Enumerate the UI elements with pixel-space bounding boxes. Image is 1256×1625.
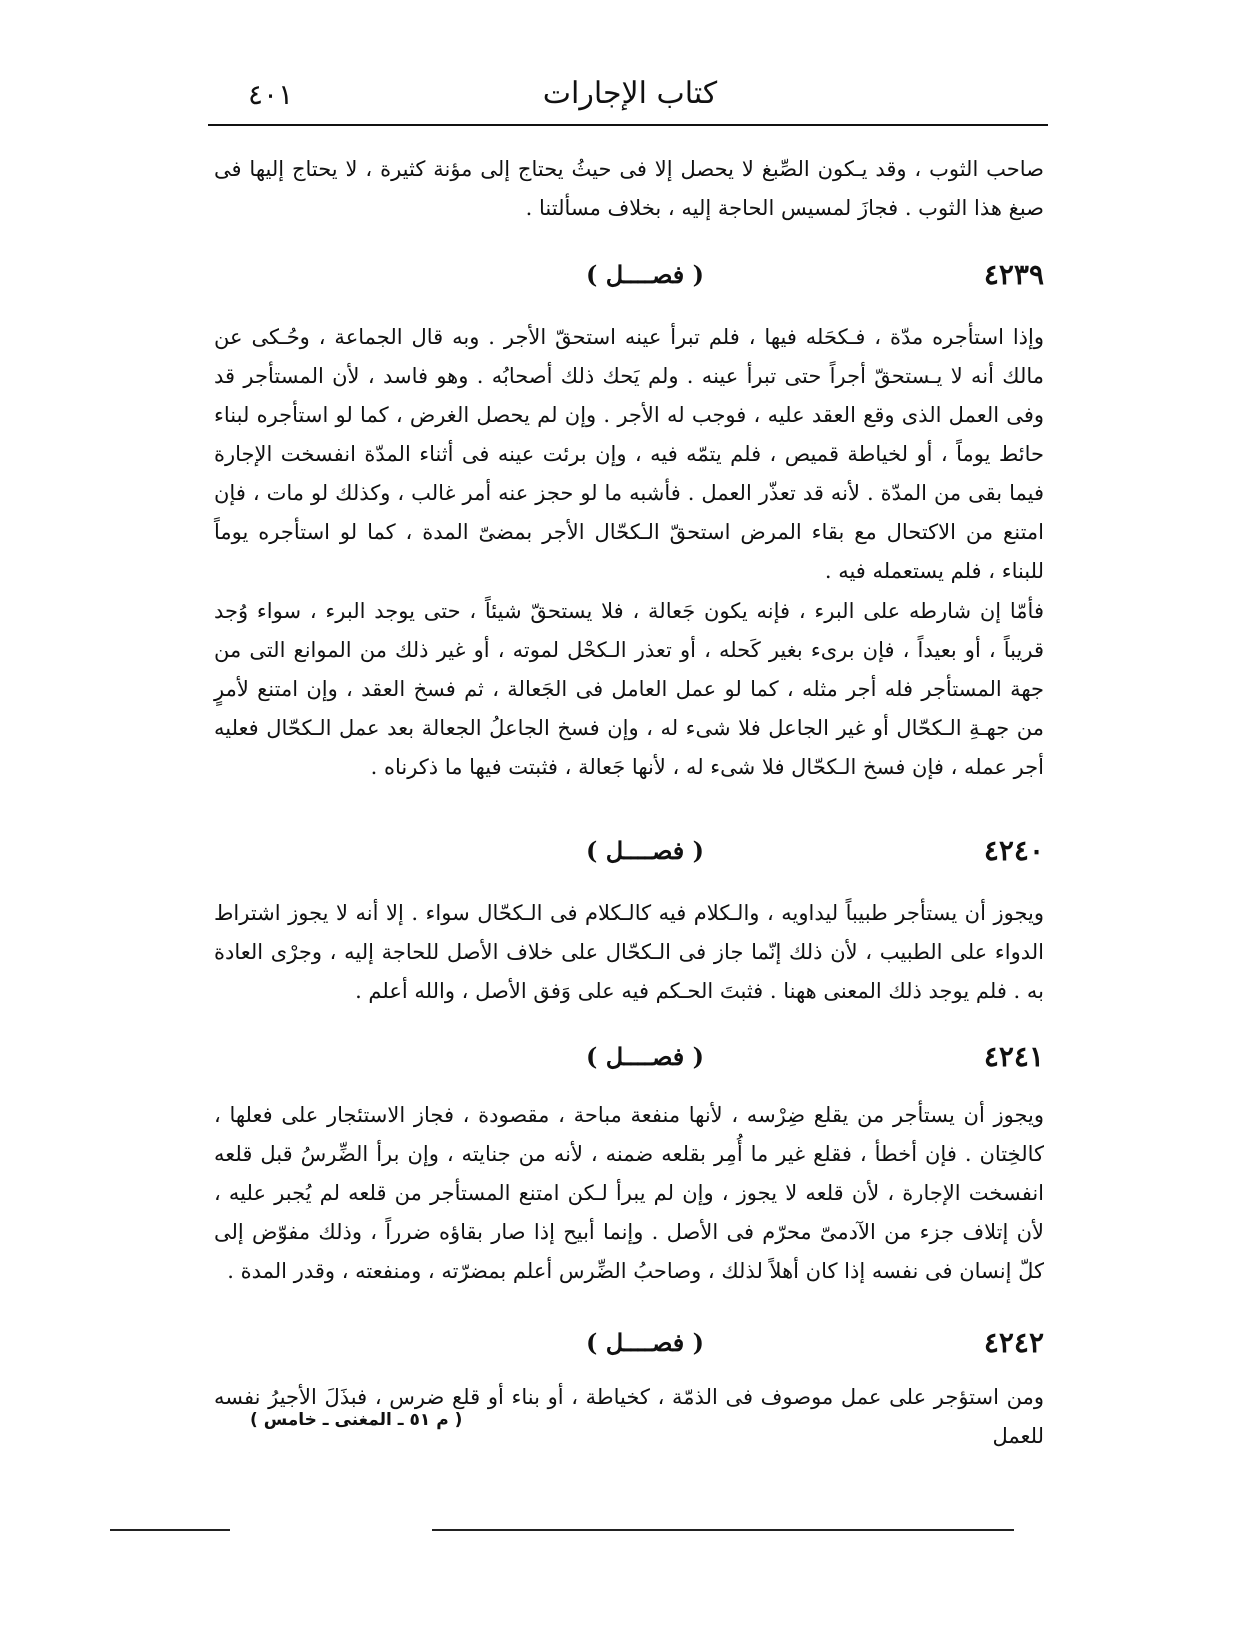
section-number: ٤٢٤١	[983, 1040, 1044, 1073]
section-heading	[214, 1040, 1044, 1080]
paragraph: ويجوز أن يستأجر طبيباً ليداويه ، والـكلام فيه كالـكلام فى الـكحّال سواء . إلا أنه لا يجوز اشتراط الدواء على الطبيب ، لأن ذلك إنّما جاز فى الـكحّال على خلاف الأصل للحاجة إليه ، وجرْى العادة به . فلم يوجد ذلك المعنى ههنا . فثبتَ الحـكم فيه على وَفق الأصل ، والله أعلم .	[214, 901, 1044, 1003]
paragraph: ومن استؤجر على عمل موصوف فى الذمّة ، كخياطة ، أو بناء أو قلع ضرس ، فبذَلَ الأجيرُ نفسه للعمل	[214, 1385, 1044, 1448]
paragraph: وإذا استأجره مدّة ، فـكحَله فيها ، فلم تبرأ عينه استحقّ الأجر . وبه قال الجماعة ، وحُـكى عن مالك أنه لا يـستحقّ أجراً حتى تبرأ عينه . ولم يَحك ذلك أصحابُه . وهو فاسد ، لأن المستأجر قد وفى العمل الذى وقع العقد عليه ، فوجب له الأجر . وإن لم يحصل الغرض ، كما لو استأجره لبناء حائط يوماً ، أو لخياطة قميص ، فلم يتمّه فيه ، وإن برئت عينه فى أثناء المدّة انفسخت الإجارة فيما بقى من المدّة . لأنه قد تعذّر العمل . فأشبه ما لو حجز عنه أمر غالب ، وكذلك لو مات ، فإن امتنع من الاكتحال مع بقاء المرض استحقّ الـكحّال الأجر بمضىّ المدة ، كما لو استأجره يوماً للبناء ، فلم يستعمله فيه .	[214, 325, 1045, 583]
signature-footnote: ( م ٥١ ـ المغنى ـ خامس )	[250, 1410, 463, 1430]
section-number: ٤٢٤٢	[983, 1326, 1044, 1359]
section-heading	[214, 1326, 1044, 1366]
header-rule	[208, 124, 1048, 126]
header-title: كتاب الإجارات	[542, 76, 718, 111]
paragraph: صاحب الثوب ، وقد يـكون الصِّبغ لا يحصل إلا فى حيثُ يحتاج إلى مؤنة كثيرة ، لا يحتاج إليها فى صبغ هذا الثوب . فجازَ لمسيس الحاجة إليه ، بخلاف مسألتنا .	[214, 157, 1044, 220]
running-header	[208, 64, 1052, 124]
bottom-rule	[432, 1529, 1014, 1531]
section-number: ٤٢٣٩	[983, 258, 1044, 291]
section-label: ( فصــــل )	[585, 836, 704, 865]
section-number: ٤٢٤٠	[983, 834, 1044, 867]
paragraph: ويجوز أن يستأجر من يقلع ضِرْسه ، لأنها منفعة مباحة ، مقصودة ، فجاز الاستئجار على فعلها ، كالخِتان . فإن أخطأ ، فقلع غير ما أُمِر بقلعه ضمنه ، لأنه من جنايته ، وإن برأ الضِّرسُ قبل قلعه انفسخت الإجارة ، لأن قلعه لا يجوز ، وإن لم يبرأ لـكن امتنع المستأجر من قلعه لم يُجبر عليه ، لأن إتلاف جزء من الآدمىّ محرّم فى الأصل . وإنما أبيح إذا صار بقاؤه ضرراً ، وذلك مفوّض إلى كلّ إنسان فى نفسه إذا كان أهلاً لذلك ، وصاحبُ الضِّرس أعلم بمضرّته ، ومنفعته ، وقدر المدة .	[214, 1103, 1044, 1283]
paragraph: فأمّا إن شارطه على البرء ، فإنه يكون جَعالة ، فلا يستحقّ شيئاً ، حتى يوجد البرء ، سواء وُجد قريباً ، أو بعيداً ، فإن برىء بغير كَحله ، أو تعذر الـكحْل لموته ، أو غير ذلك من الموانع التى من جهة المستأجر فله أجر مثله ، كما لو عمل العامل فى الجَعالة ، ثم فسخ العقد ، وإن امتنع لأمرٍ من جهـةِ الـكحّال أو غير الجاعل فلا شىء له ، وإن فسخ الجاعلُ الجعالة بعد عمل الـكحّال فعليه أجر عمله ، فإن فسخ الـكحّال فلا شىء له ، لأنها جَعالة ، فثبتت فيها ما ذكرناه .	[214, 599, 1044, 779]
bottom-rule	[110, 1529, 230, 1531]
section-heading	[214, 834, 1044, 874]
section-label: ( فصــــل )	[585, 1328, 704, 1357]
section-label: ( فصــــل )	[585, 260, 704, 289]
section-heading	[214, 258, 1044, 298]
section-label: ( فصــــل )	[585, 1042, 704, 1071]
page-number: ٤٠١	[248, 78, 294, 111]
